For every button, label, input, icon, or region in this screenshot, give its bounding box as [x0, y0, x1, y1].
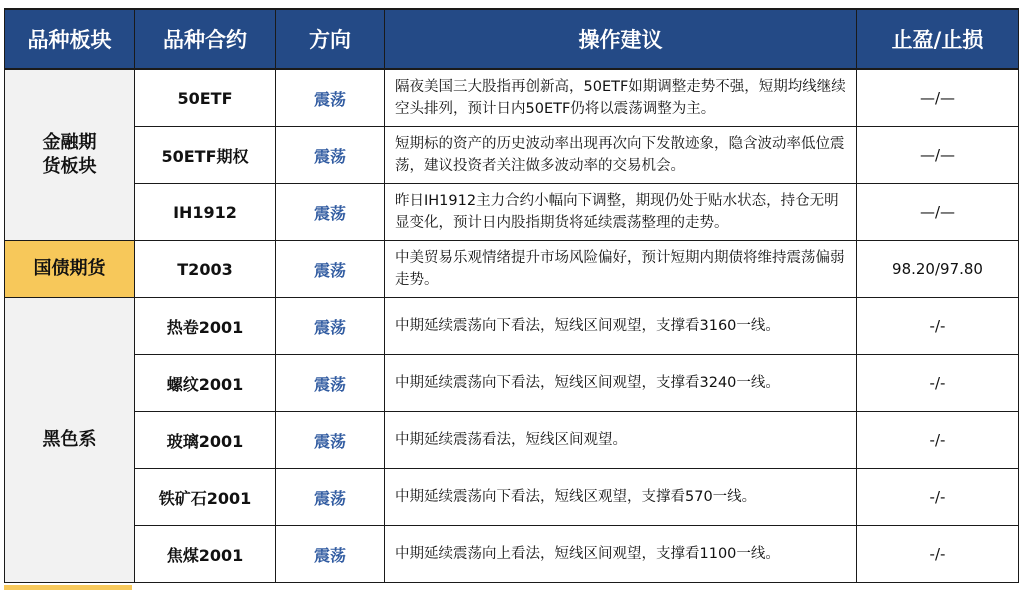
next-sector-strip	[4, 585, 132, 590]
stop-cell: —/—	[857, 184, 1019, 241]
direction-cell: 震荡	[276, 298, 385, 355]
contract-cell: IH1912	[135, 184, 276, 241]
direction-cell: 震荡	[276, 184, 385, 241]
table-row	[5, 241, 1019, 298]
sector-finance	[5, 69, 135, 241]
advice-cell: 中美贸易乐观情绪提升市场风险偏好，预计短期内期债将维持震荡偏弱走势。	[385, 241, 857, 298]
contract-cell: 焦煤2001	[135, 526, 276, 583]
table-row	[5, 412, 1019, 469]
direction-cell: 震荡	[276, 355, 385, 412]
stop-cell: -/-	[857, 526, 1019, 583]
strategy-table	[4, 8, 1019, 583]
contract-cell: 螺纹2001	[135, 355, 276, 412]
advice-cell: 中期延续震荡向上看法，短线区间观望，支撑看1100一线。	[385, 526, 857, 583]
header-stop: 止盈/止损	[857, 9, 1019, 69]
stop-cell: —/—	[857, 69, 1019, 127]
table-row	[5, 469, 1019, 526]
table-row	[5, 526, 1019, 583]
contract-cell: 热卷2001	[135, 298, 276, 355]
table-row	[5, 184, 1019, 241]
direction-cell: 震荡	[276, 69, 385, 127]
advice-cell: 中期延续震荡向下看法，短线区间观望，支撑看3160一线。	[385, 298, 857, 355]
direction-cell: 震荡	[276, 469, 385, 526]
sector-finance-label: 金融期货板块	[42, 132, 97, 177]
advice-cell: 中期延续震荡向下看法，短线区观望，支撑看570一线。	[385, 469, 857, 526]
table-row	[5, 69, 1019, 127]
header-direction: 方向	[276, 9, 385, 69]
table-row	[5, 355, 1019, 412]
contract-cell: 50ETF	[135, 69, 276, 127]
stop-cell: 98.20/97.80	[857, 241, 1019, 298]
sector-bond: 国债期货	[5, 241, 135, 298]
contract-cell: T2003	[135, 241, 276, 298]
contract-cell: 铁矿石2001	[135, 469, 276, 526]
contract-cell: 玻璃2001	[135, 412, 276, 469]
table-row	[5, 298, 1019, 355]
advice-cell: 昨日IH1912主力合约小幅向下调整，期现仍处于贴水状态，持仓无明显变化，预计日内股指期货将延续震荡整理的走势。	[385, 184, 857, 241]
stop-cell: -/-	[857, 469, 1019, 526]
direction-cell: 震荡	[276, 526, 385, 583]
direction-cell: 震荡	[276, 412, 385, 469]
advice-cell: 中期延续震荡看法，短线区间观望。	[385, 412, 857, 469]
stop-cell: -/-	[857, 412, 1019, 469]
advice-cell: 短期标的资产的历史波动率出现再次向下发散迹象，隐含波动率低位震荡，建议投资者关注做多波动率的交易机会。	[385, 127, 857, 184]
stop-cell: -/-	[857, 298, 1019, 355]
header-advice: 操作建议	[385, 9, 857, 69]
contract-cell: 50ETF期权	[135, 127, 276, 184]
stop-cell: —/—	[857, 127, 1019, 184]
table-row	[5, 127, 1019, 184]
header-sector: 品种板块	[5, 9, 135, 69]
direction-cell: 震荡	[276, 127, 385, 184]
advice-cell: 隔夜美国三大股指再创新高，50ETF如期调整走势不强，短期均线继续空头排列，预计日内50ETF仍将以震荡调整为主。	[385, 69, 857, 127]
header-contract: 品种合约	[135, 9, 276, 69]
sector-black: 黑色系	[5, 298, 135, 583]
top-border	[0, 0, 1023, 6]
direction-cell: 震荡	[276, 241, 385, 298]
stop-cell: -/-	[857, 355, 1019, 412]
table-header-row	[5, 9, 1019, 69]
advice-cell: 中期延续震荡向下看法，短线区间观望，支撑看3240一线。	[385, 355, 857, 412]
